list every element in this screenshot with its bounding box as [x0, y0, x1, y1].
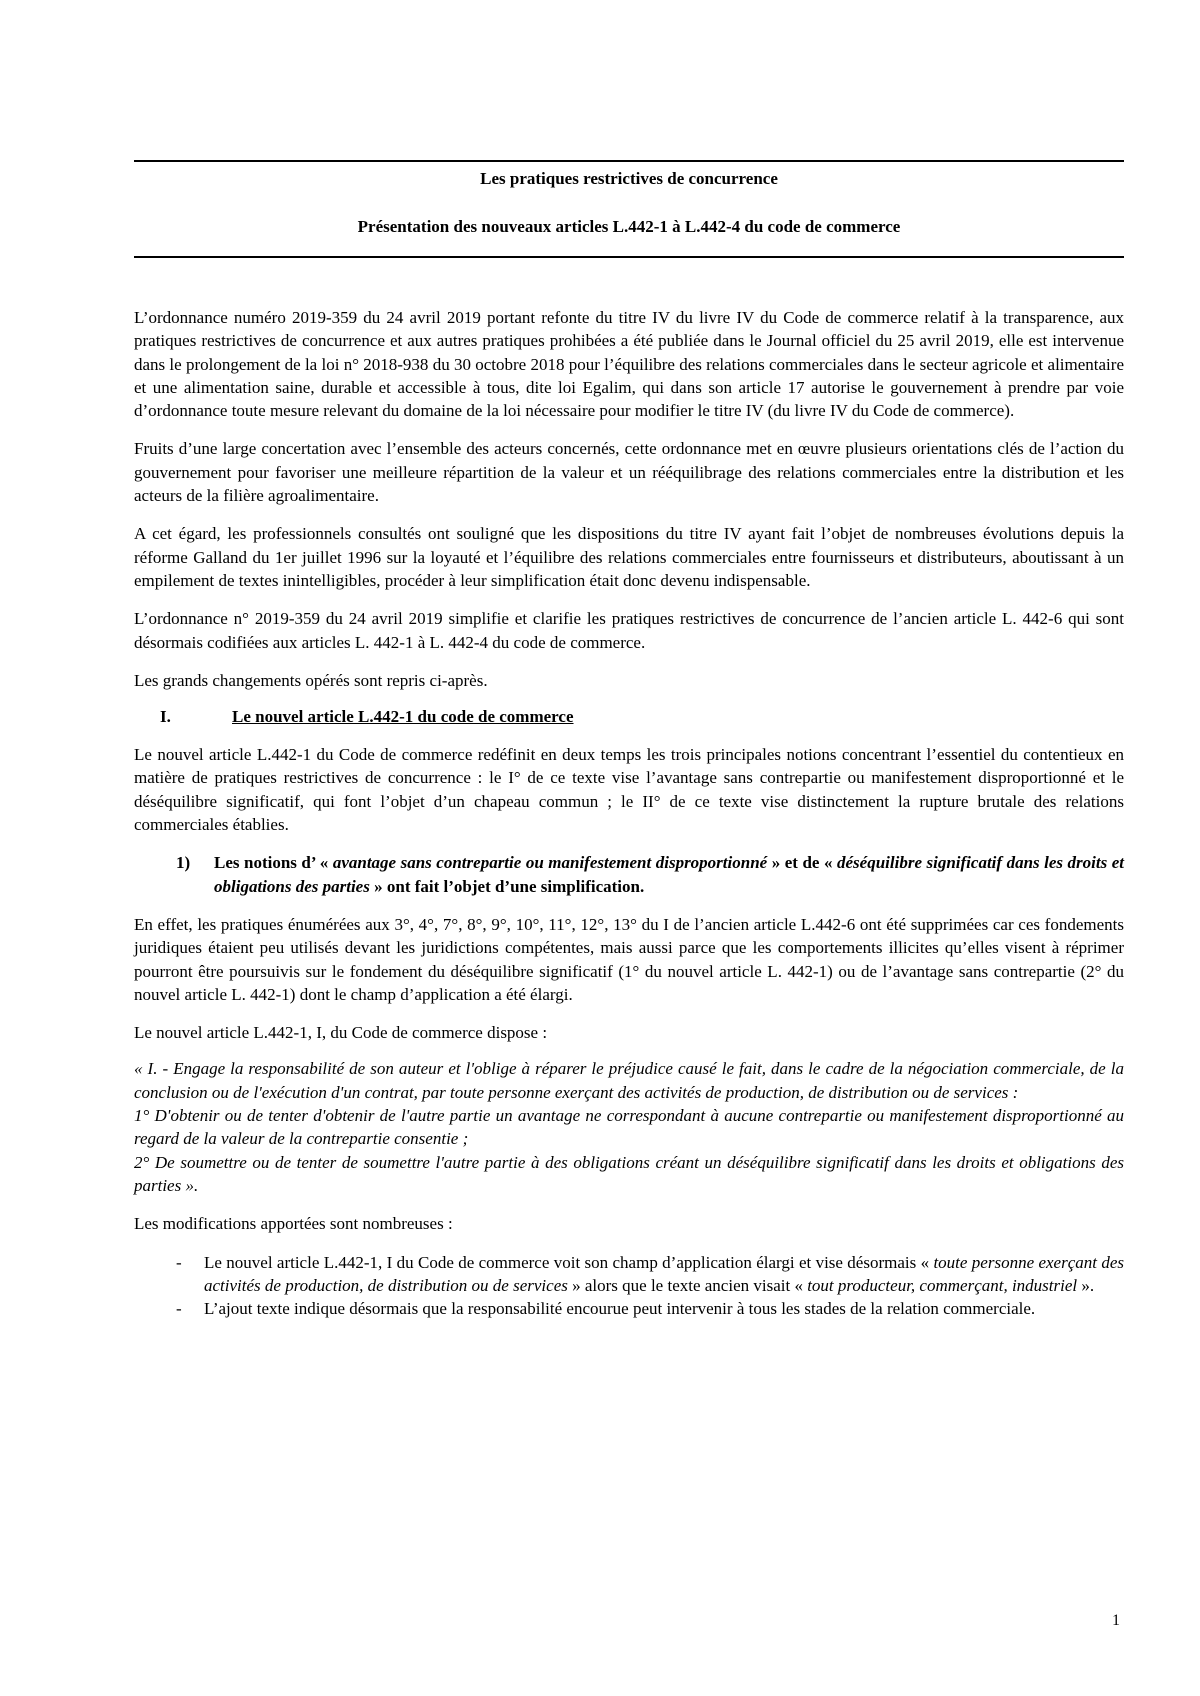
page-content [134, 160, 1124, 1320]
paragraph-concertation: Fruits d’une large concertation avec l’ensemble des acteurs concernés, cette ordonnance met en œuvre plusieurs orientations clés de l’action du gouvernement pour favoriser une meilleure répartition de la valeur et un rééquilibrage des relations commerciales entre la distribution et les acteurs de la filière agroalimentaire. [134, 439, 1124, 506]
list-item [134, 1251, 1124, 1298]
list-item [134, 1297, 1124, 1320]
paragraph-ordonnance: L’ordonnance numéro 2019-359 du 24 avril 2019 portant refonte du titre IV du livre IV du Code de commerce relatif à la transparence, aux pratiques restrictives de concurrence et aux autres pratiques prohibées a été publiée dans le Journal officiel du 25 avril 2019, elle est intervenue dans le prolongement de la loi n° 2018-938 du 30 octobre 2018 pour l’équilibre des relations commerciales dans le secteur agricole et alimentaire et une alimentation saine, durable et accessible à tous, dite loi Egalim, qui dans son article 17 autorise le gouvernement à prendre par voie d’ordonnance toute mesure relevant du domaine de la loi nécessaire pour modifier le titre IV (du livre IV du Code de commerce). [134, 308, 1124, 421]
list-item-text: L’ajout texte indique désormais que la responsabilité encourue peut intervenir à tous les stades de la relation commerciale. [204, 1299, 1036, 1319]
section-number: I. [160, 707, 171, 727]
section-heading [134, 705, 1124, 728]
modifications-list [134, 1251, 1124, 1321]
page-number: 1 [1112, 1612, 1120, 1629]
top-rule [134, 160, 1124, 162]
paragraph-section-intro: Le nouvel article L.442-1 du Code de commerce redéfinit en deux temps les trois principales notions concentrant l’essentiel du contentieux en matière de pratiques restrictives de concurrence : le I° de ce texte vise l’avantage sans contrepartie ou manifestement disproportionné et le déséquilibre significatif, qui font l’objet d’un chapeau commun ; le II° de ce texte vise distinctement la rupture brutale des relations commerciales établies. [134, 745, 1124, 835]
paragraph-modifications: Les modifications apportées sont nombreuses : [134, 1214, 453, 1234]
subsection-title: Les notions d’ « avantage sans contrepartie ou manifestement disproportionné » et de « déséquilibre significatif dans les droits et obligations des parties » ont fait l’objet d’une simplification. [214, 853, 1125, 896]
article-quote [134, 1057, 1124, 1197]
dash-marker: - [176, 1252, 182, 1272]
paragraph-professionnels: A cet égard, les professionnels consultés ont souligné que les dispositions du titre IV ayant fait l’objet de nombreuses évolutions depuis la réforme Galland du 1er juillet 1996 sur la loyauté et l’équilibre des relations commerciales entre fournisseurs et distributeurs, aboutissant à un empilement de textes inintelligibles, procéder à leur simplification était donc devenu indispensable. [134, 524, 1124, 590]
section-title: Le nouvel article L.442-1 du code de commerce [232, 707, 574, 727]
dash-marker: - [176, 1299, 182, 1319]
bottom-rule [134, 256, 1124, 258]
quote-line: 1° D'obtenir ou de tenter d'obtenir de l'autre partie un avantage ne correspondant à aucune contrepartie ou manifestement disproportionné au regard de la valeur de la contrepartie consentie ; [134, 1106, 1124, 1149]
paragraph-simplification: L’ordonnance n° 2019-359 du 24 avril 2019 simplifie et clarifie les pratiques restrictives de concurrence de l’ancien article L. 442-6 qui sont désormais codifiées aux articles L. 442-1 à L. 442-4 du code de commerce. [134, 609, 1124, 652]
paragraph-dispose: Le nouvel article L.442-1, I, du Code de commerce dispose : [134, 1023, 548, 1043]
document-subtitle: Présentation des nouveaux articles L.442-1 à L.442-4 du code de commerce [357, 217, 901, 236]
subsection-heading [134, 851, 1124, 898]
document-title: Les pratiques restrictives de concurrence [480, 169, 778, 188]
paragraph-pratiques-supprimees: En effet, les pratiques énumérées aux 3°, 4°, 7°, 8°, 9°, 10°, 11°, 12°, 13° du I de l’ancien article L.442-6 ont été supprimées car ces fondements juridiques étaient peu utilisés devant les juridictions compétentes, mais aussi parce que les comportements illicites qu’elles visent à réprimer pourront être poursuivis sur le fondement du déséquilibre significatif (1° du nouvel article L. 442-1) ou de l’avantage sans contrepartie (2° du nouvel article L. 442-1) dont le champ d’application a été élargi. [134, 914, 1124, 1004]
paragraph-changements: Les grands changements opérés sont repris ci-après. [134, 670, 488, 690]
quote-line: 2° De soumettre ou de tenter de soumettre l'autre partie à des obligations créant un déséquilibre significatif dans les droits et obligations des parties ». [134, 1152, 1124, 1195]
quote-line: « I. - Engage la responsabilité de son auteur et l'oblige à réparer le préjudice causé le fait, dans le cadre de la négociation commerciale, de la conclusion ou de l'exécution d'un contrat, par toute personne exerçant des activités de production, de distribution ou de services : [134, 1059, 1124, 1102]
list-item-text: Le nouvel article L.442-1, I du Code de commerce voit son champ d’application élargi et vise désormais « toute personne exerçant des activités de production, de distribution ou de services » alors que le texte ancien visait « tout producteur, commerçant, industriel ». [204, 1252, 1125, 1295]
subsection-number: 1) [176, 853, 191, 873]
